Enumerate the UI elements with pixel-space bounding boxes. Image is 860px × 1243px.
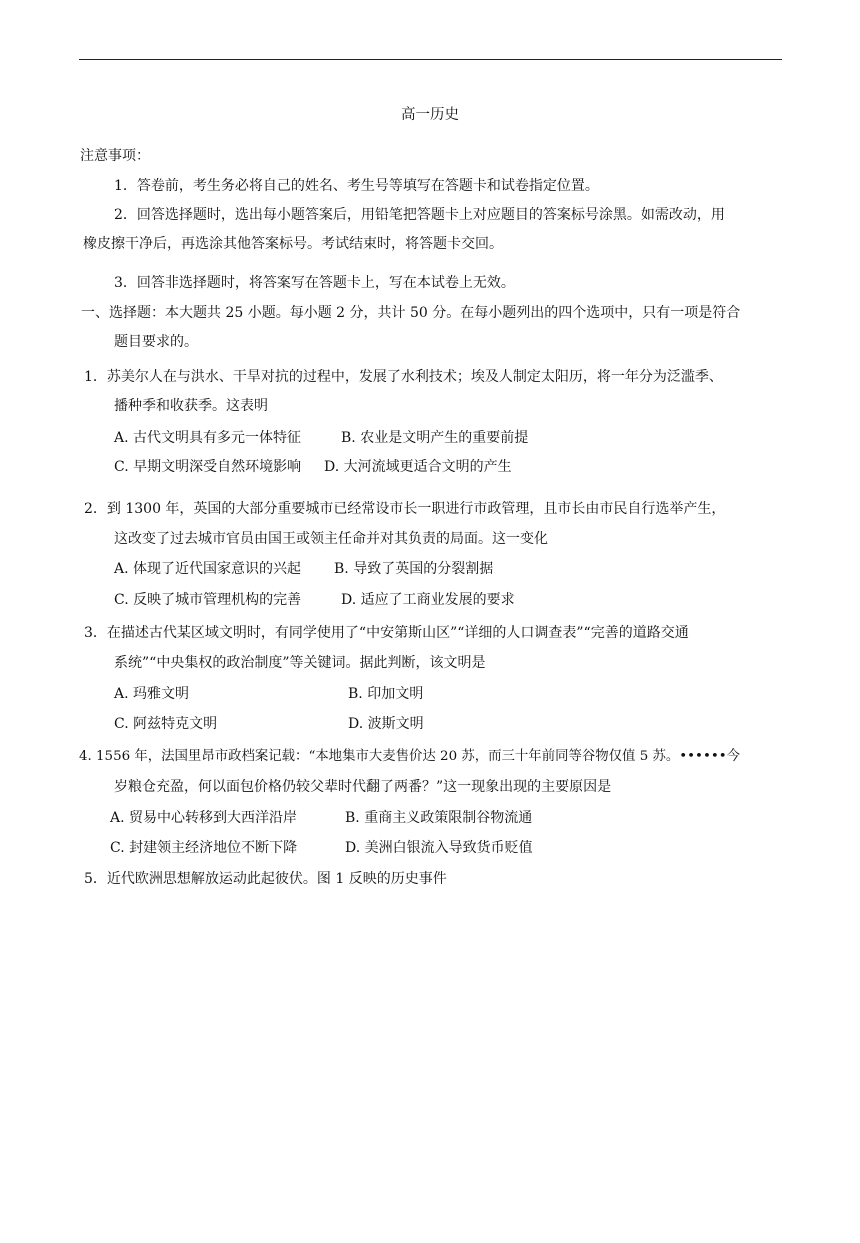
question-2-option-c: C. 反映了城市管理机构的完善 — [114, 592, 302, 608]
question-2-option-b: B. 导致了英国的分裂割据 — [334, 561, 494, 577]
question-3-option-b: B. 印加文明 — [348, 686, 424, 702]
question-2-stem-line-2: 这改变了过去城市官员由国王或领主任命并对其负责的局面。这一变化 — [114, 531, 548, 547]
question-3-stem-line-1: 3．在描述古代某区域文明时，有同学使用了“中安第斯山区”“详细的人口调查表”“完善的道路交通 — [84, 625, 689, 641]
page-title: 高一历史 — [401, 107, 459, 123]
question-4-option-c: C. 封建领主经济地位不断下降 — [110, 840, 298, 856]
notice-item-2-line-2: 橡皮擦干净后，再选涂其他答案标号。考试结束时，将答题卡交回。 — [83, 236, 503, 252]
header-rule — [79, 59, 782, 60]
question-3-option-d: D. 波斯文明 — [348, 716, 424, 732]
question-5-stem-line-1: 5．近代欧洲思想解放运动此起彼伏。图 1 反映的历史事件 — [84, 871, 447, 887]
section-instructions-line-2: 题目要求的。 — [114, 334, 198, 350]
notice-heading: 注意事项： — [80, 148, 150, 164]
question-1-option-c: C. 早期文明深受自然环境影响 — [114, 459, 302, 475]
question-4-option-a: A. 贸易中心转移到大西洋沿岸 — [110, 810, 298, 826]
question-2-option-d: D. 适应了工商业发展的要求 — [341, 592, 515, 608]
question-4-stem-line-1: 4. 1556 年，法国里昂市政档案记载：“本地集市大麦售价达 20 苏，而三十年前同等谷物仅值 5 苏。••••••今 — [79, 749, 741, 764]
question-1-option-b: B. 农业是文明产生的重要前提 — [341, 430, 529, 446]
question-3-option-a: A. 玛雅文明 — [114, 686, 190, 702]
question-4-stem-line-2: 岁粮仓充盈，何以面包价格仍较父辈时代翻了两番？”这一现象出现的主要原因是 — [114, 779, 612, 795]
question-1-stem-line-1: 1．苏美尔人在与洪水、干旱对抗的过程中，发展了水利技术；埃及人制定太阳历，将一年分为泛滥季、 — [84, 369, 723, 385]
question-1-stem-line-2: 播种季和收获季。这表明 — [114, 398, 268, 414]
question-1-option-d: D. 大河流域更适合文明的产生 — [324, 459, 512, 475]
question-2-stem-line-1: 2．到 1300 年，英国的大部分重要城市已经常设市长一职进行市政管理，且市长由市民自行选举产生， — [84, 501, 726, 517]
notice-item-3: 3．回答非选择题时，将答案写在答题卡上，写在本试卷上无效。 — [114, 275, 515, 291]
question-4-option-b: B. 重商主义政策限制谷物流通 — [345, 810, 533, 826]
notice-item-2-line-1: 2．回答选择题时，选出每小题答案后，用铅笔把答题卡上对应题目的答案标号涂黑。如需改动，用 — [114, 207, 725, 223]
question-2-option-a: A. 体现了近代国家意识的兴起 — [114, 561, 302, 577]
section-instructions-line-1: 一、选择题：本大题共 25 小题。每小题 2 分，共计 50 分。在每小题列出的四个选项中，只有一项是符合 — [81, 305, 741, 321]
question-4-option-d: D. 美洲白银流入导致货币贬值 — [345, 840, 533, 856]
question-3-stem-line-2: 系统”“中央集权的政治制度”等关键词。据此判断，该文明是 — [114, 655, 486, 671]
question-1-option-a: A. 古代文明具有多元一体特征 — [114, 430, 302, 446]
notice-item-1: 1．答卷前，考生务必将自己的姓名、考生号等填写在答题卡和试卷指定位置。 — [114, 178, 599, 194]
question-3-option-c: C. 阿兹特克文明 — [114, 716, 218, 732]
